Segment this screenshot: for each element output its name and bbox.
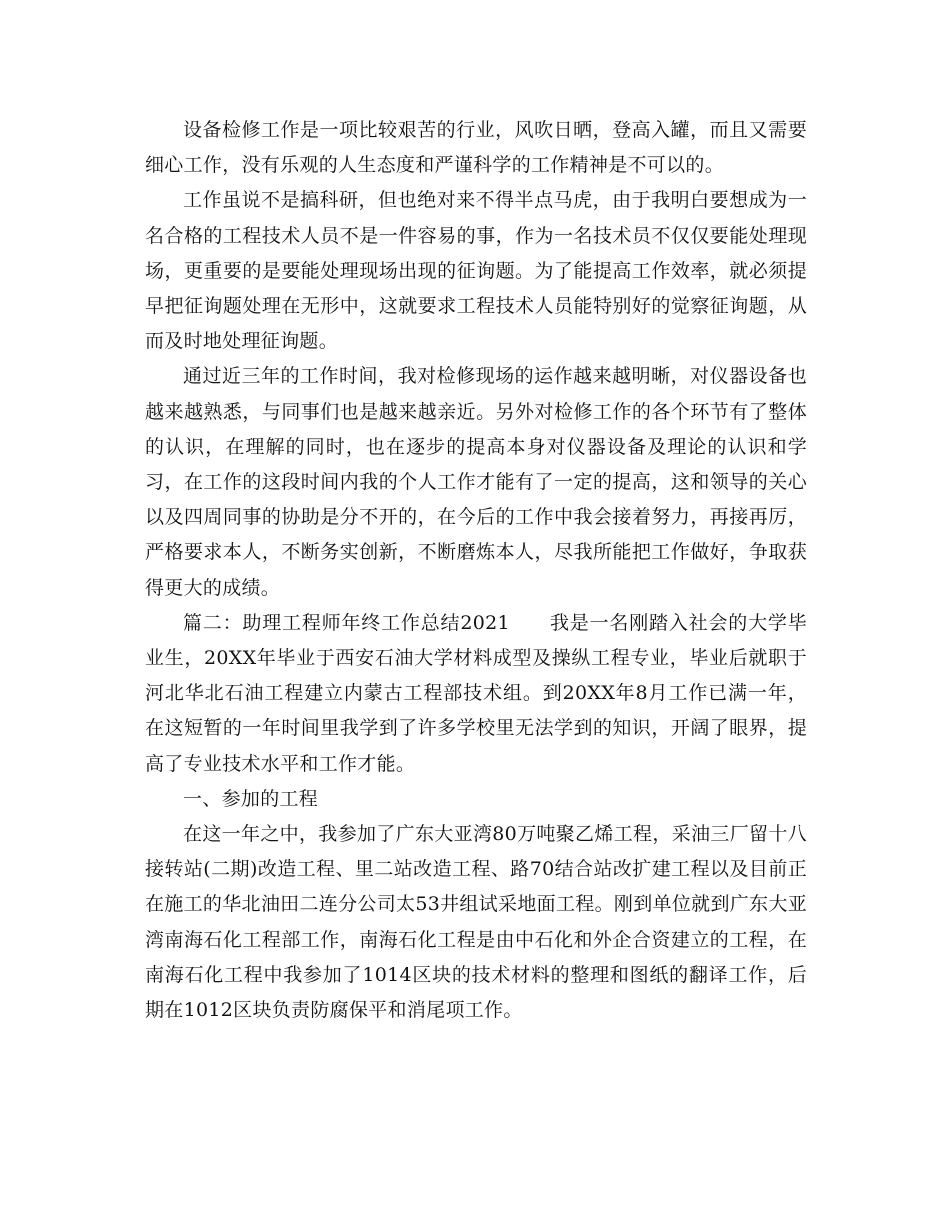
paragraph: 设备检修工作是一项比较艰苦的行业，风吹日晒，登高入罐，而且又需要细心工作，没有乐观的人生态度和严谨科学的工作精神是不可以的。 xyxy=(145,119,807,177)
paragraph: 在这一年之中，我参加了广东大亚湾80万吨聚乙烯工程，采油三厂留十八接转站(二期)改造工程、里二站改造工程、路70结合站改扩建工程以及目前正在施工的华北油田二连分公司太53井组试采地面工程。刚到单位就到广东大亚湾南海石化工程部工作，南海石化工程是由中石化和外企合资建立的工程，在南海石化工程中我参加了1014区块的技术材料的整理和图纸的翻译工作，后期在1012区块负责防腐保平和消尾项工作。 xyxy=(145,823,807,1022)
document-body xyxy=(145,113,807,1028)
section-heading: 一、参加的工程 xyxy=(183,787,319,810)
paragraph: 工作虽说不是搞科研，但也绝对来不得半点马虎，由于我明白要想成为一名合格的工程技术人员不是一件容易的事，作为一名技术员不仅仅要能处理现场，更重要的是要能处理现场出现的征询题。为了能提高工作效率，就必须提早把征询题处理在无形中，这就要求工程技术人员能特别好的觉察征询题，从而及时地处理征询题。 xyxy=(145,189,807,353)
paragraph: 篇二：助理工程师年终工作总结2021 我是一名刚踏入社会的大学毕业生，20XX年毕业于西安石油大学材料成型及操纵工程专业，毕业后就职于河北华北石油工程建立内蒙古工程部技术组。到20XX年8月工作已满一年，在这短暂的一年时间里我学到了许多学校里无法学到的知识，开阔了眼界，提高了专业技术水平和工作才能。 xyxy=(145,611,807,775)
paragraph: 通过近三年的工作时间，我对检修现场的运作越来越明晰，对仪器设备也越来越熟悉，与同事们也是越来越亲近。另外对检修工作的各个环节有了整体的认识，在理解的同时，也在逐步的提高本身对仪器设备及理论的认识和学习，在工作的这段时间内我的个人工作才能有了一定的提高，这和领导的关心以及四周同事的协助是分不开的，在今后的工作中我会接着努力，再接再厉，严格要求本人，不断务实创新，不断磨炼本人，尽我所能把工作做好，争取获得更大的成绩。 xyxy=(145,365,807,599)
